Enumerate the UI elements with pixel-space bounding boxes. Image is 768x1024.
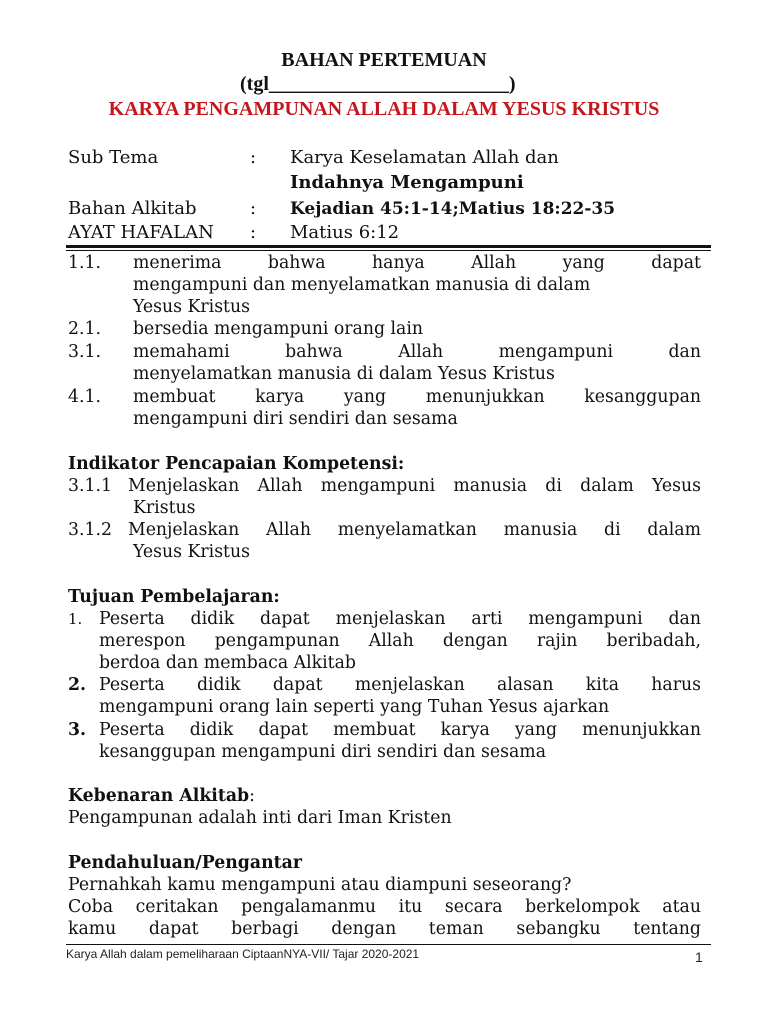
bahan-alkitab-label: Bahan Alkitab (68, 198, 197, 219)
kebenaran-heading (68, 785, 255, 807)
indikator-text: Menjelaskan Allah menyelamatkan manusia di dalam (128, 520, 701, 540)
ayat-hafalan-colon: : (250, 222, 257, 243)
competency-text: membuat karya yang menunjukkan kesanggupan (133, 387, 701, 407)
competency-number: 1.1. (68, 253, 101, 273)
competency-text: Yesus Kristus (133, 297, 251, 317)
competency-text: memahami bahwa Allah mengampuni dan (133, 342, 701, 362)
page-number: 1 (695, 949, 703, 965)
tujuan-text: kesanggupan mengampuni diri sendiri dan sesama (99, 742, 546, 762)
tujuan-text: Peserta didik dapat menjelaskan alasan kita harus (99, 675, 701, 695)
indikator-text: Menjelaskan Allah mengampuni manusia di dalam Yesus (128, 476, 701, 496)
ayat-hafalan-label: AYAT HAFALAN (68, 222, 214, 243)
tujuan-text: merespon pengampunan Allah dengan rajin beribadah, (99, 631, 701, 651)
indikator-number: 3.1.1 (68, 476, 112, 496)
kebenaran-heading-text: Kebenaran Alkitab (68, 786, 250, 806)
pendahuluan-text: Pernahkah kamu mengampuni atau diampuni seseorang? (68, 875, 572, 895)
document-title: BAHAN PERTEMUAN (281, 49, 487, 71)
section-divider-thin (66, 250, 711, 251)
tujuan-text: berdoa dan membaca Alkitab (99, 653, 356, 673)
competency-number: 3.1. (68, 342, 101, 362)
footer-rule (66, 944, 711, 945)
tujuan-text: Peserta didik dapat membuat karya yang menunjukkan (99, 720, 701, 740)
pendahuluan-text: Coba ceritakan pengalamanmu itu secara berkelompok atau (68, 897, 701, 917)
section-divider-thick (66, 245, 711, 248)
tujuan-text: Peserta didik dapat menjelaskan arti mengampuni dan (99, 609, 701, 629)
competency-text: mengampuni dan menyelamatkan manusia di dalam (133, 275, 591, 295)
date-line: (tgl________________________) (240, 73, 516, 95)
pendahuluan-text: kamu dapat berbagi dengan teman sebangku tentang (68, 919, 701, 939)
tujuan-number: 2. (68, 675, 87, 695)
indikator-text: Kristus (133, 498, 196, 518)
sub-tema-value: Karya Keselamatan Allah dan (290, 147, 559, 168)
bahan-alkitab-value: Kejadian 45:1-14;Matius 18:22-35 (290, 199, 616, 219)
competency-text: menyelamatkan manusia di dalam Yesus Kristus (133, 364, 555, 384)
tujuan-text: mengampuni orang lain seperti yang Tuhan Yesus ajarkan (99, 697, 610, 717)
kebenaran-text: Pengampunan adalah inti dari Iman Kristen (68, 808, 452, 828)
competency-text: bersedia mengampuni orang lain (133, 319, 424, 339)
competency-number: 2.1. (68, 319, 101, 339)
bahan-alkitab-colon: : (250, 198, 257, 219)
indikator-text: Yesus Kristus (133, 542, 251, 562)
sub-tema-colon: : (250, 147, 257, 168)
kebenaran-heading-colon: : (249, 786, 255, 806)
indikator-number: 3.1.2 (68, 520, 112, 540)
sub-tema-value-bold: Indahnya Mengampuni (290, 172, 524, 193)
tujuan-number: 1. (68, 610, 83, 628)
sub-tema-label: Sub Tema (68, 147, 159, 168)
tujuan-heading: Tujuan Pembelajaran: (68, 587, 280, 607)
footer-text: Karya Allah dalam pemeliharaan CiptaanNYA-VII/ Tajar 2020-2021 (66, 947, 420, 961)
tujuan-number: 3. (68, 720, 87, 740)
pendahuluan-heading: Pendahuluan/Pengantar (68, 853, 302, 873)
competency-text: menerima bahwa hanya Allah yang dapat (133, 253, 701, 273)
ayat-hafalan-value: Matius 6:12 (290, 222, 400, 243)
competency-number: 4.1. (68, 387, 101, 407)
indikator-heading: Indikator Pencapaian Kompetensi: (68, 454, 405, 474)
document-subtitle: KARYA PENGAMPUNAN ALLAH DALAM YESUS KRISTUS (108, 98, 660, 120)
competency-text: mengampuni diri sendiri dan sesama (133, 409, 458, 429)
